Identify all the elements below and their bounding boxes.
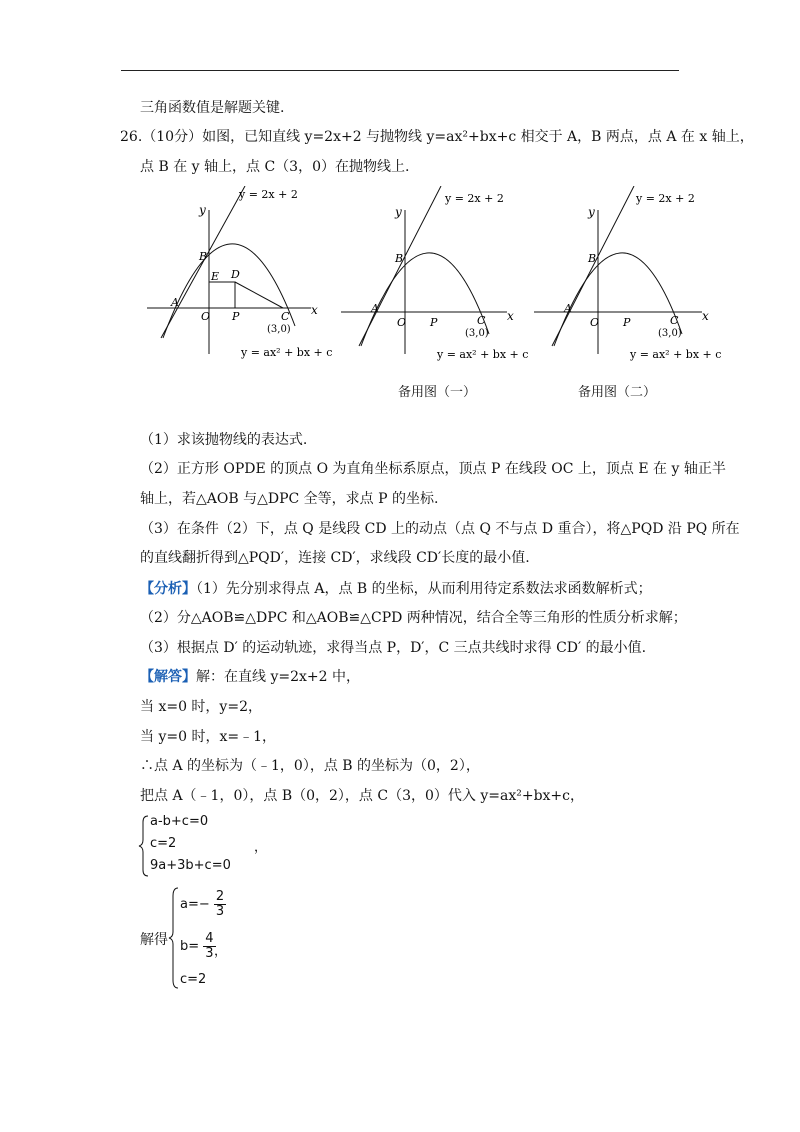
solution-tag: 【解答】 [140, 669, 196, 685]
problem-statement-cont: 点 B 在 y 轴上，点 C（3，0）在抛物线上. [140, 159, 410, 175]
label-e: E [211, 270, 220, 283]
problem-statement: 26.（10分）如图，已知直线 y=2x+2 与抛物线 y=ax²+bx+c 相交于 A，B 两点，点 A 在 x 轴上， [120, 129, 754, 145]
label-parabola-eq: y = ax² + bx + c [437, 348, 529, 361]
label-c: C [477, 314, 486, 327]
label-p: P [232, 310, 240, 323]
system-1-eq-3: 9a+3b+c=0 [150, 858, 231, 873]
label-b: B [395, 252, 404, 265]
label-parabola-eq: y = ax² + bx + c [241, 346, 333, 359]
label-c-coord: (3,0) [267, 324, 291, 335]
solution-line-4: 把点 A（﹣1，0），点 B（0，2），点 C（3，0）代入 y=ax²+bx+c， [140, 788, 585, 804]
analysis-line-1 [140, 579, 652, 599]
solution-line-2: 当 y=0 时，x=﹣1， [140, 729, 276, 745]
label-o: O [590, 316, 600, 329]
question-3-cont: 的直线翻折得到△PQD′，连接 CD′，求线段 CD′长度的最小值. [140, 550, 530, 566]
a-den: 3 [215, 904, 225, 919]
label-x: x [311, 303, 318, 317]
label-d: D [231, 268, 240, 281]
solution-line-0 [140, 667, 360, 687]
system-2-suffix: ， [214, 944, 228, 959]
question-1: （1）求该抛物线的表达式. [140, 432, 308, 448]
text-line: 三角函数值是解题关键. [140, 100, 285, 116]
solve-label: 解得 [140, 932, 168, 948]
label-y: y [199, 203, 206, 217]
label-y: y [588, 205, 595, 219]
question-2-cont: 轴上，若△AOB 与△DPC 全等，求点 P 的坐标. [140, 491, 439, 507]
header-rule [121, 70, 679, 71]
analysis-line-3: （3）根据点 D′ 的运动轨迹，求得当点 P，D′，C 三点共线时求得 CD′ 的最小值. [140, 640, 647, 656]
system-2-brace [168, 886, 180, 990]
label-p: P [623, 316, 631, 329]
figure-spare-2 [530, 186, 730, 366]
label-line-eq: y = 2x + 2 [239, 188, 298, 201]
label-x: x [507, 309, 514, 323]
b-den: 3 [205, 946, 214, 961]
label-c: C [670, 314, 679, 327]
label-c: C [281, 310, 290, 323]
label-b: B [199, 250, 208, 263]
analysis-text-1: （1）先分别求得点 A，点 B 的坐标，从而利用待定系数法求函数解析式； [196, 581, 652, 597]
figure-spare-1 [337, 186, 537, 366]
label-parabola-eq: y = ax² + bx + c [630, 348, 722, 361]
label-c-coord: (3,0) [465, 328, 489, 339]
label-a: A [371, 302, 379, 315]
label-a: A [564, 302, 572, 315]
label-c-coord: (3,0) [658, 328, 682, 339]
label-b: B [588, 252, 597, 265]
label-o: O [201, 310, 211, 323]
analysis-tag: 【分析】 [140, 581, 196, 597]
system-2-c: c=2 [180, 972, 207, 987]
square-opde [209, 282, 235, 308]
question-2: （2）正方形 OPDE 的顶点 O 为直角坐标系原点，顶点 P 在线段 OC 上，顶点 E 在 y 轴正半 [140, 461, 726, 477]
system-2-b [180, 932, 216, 961]
system-2-a [180, 890, 226, 919]
label-y: y [395, 205, 402, 219]
system-1-eq-2: c=2 [150, 836, 177, 851]
label-x: x [702, 309, 709, 323]
system-1-eq-1: a-b+c=0 [150, 814, 209, 829]
system-1-brace [138, 814, 150, 878]
caption-spare-2: 备用图（二） [578, 385, 657, 400]
label-line-eq: y = 2x + 2 [445, 192, 504, 205]
label-a: A [171, 296, 179, 309]
system-1-suffix: ， [254, 840, 268, 855]
b-lhs: b= [180, 939, 200, 954]
solution-line-3: ∴点 A 的坐标为（﹣1，0），点 B 的坐标为（0，2）， [140, 758, 480, 774]
a-fraction [214, 890, 226, 919]
analysis-line-2: （2）分△AOB≌△DPC 和△AOB≌△CPD 两种情况，结合全等三角形的性质分析求解； [140, 610, 687, 626]
caption-spare-1: 备用图（一） [398, 385, 477, 400]
a-lhs: a=− [180, 897, 210, 912]
a-num: 2 [215, 889, 225, 904]
b-num: 4 [205, 931, 214, 946]
solution-text-0: 解：在直线 y=2x+2 中， [196, 669, 360, 685]
label-p: P [430, 316, 438, 329]
figure-main [143, 186, 343, 366]
segment-dc [235, 282, 283, 308]
solution-line-1: 当 x=0 时，y=2， [140, 699, 262, 715]
label-line-eq: y = 2x + 2 [636, 192, 695, 205]
label-o: O [397, 316, 407, 329]
question-3: （3）在条件（2）下，点 Q 是线段 CD 上的动点（点 Q 不与点 D 重合），将△PQD 沿 PQ 所在 [140, 521, 740, 537]
